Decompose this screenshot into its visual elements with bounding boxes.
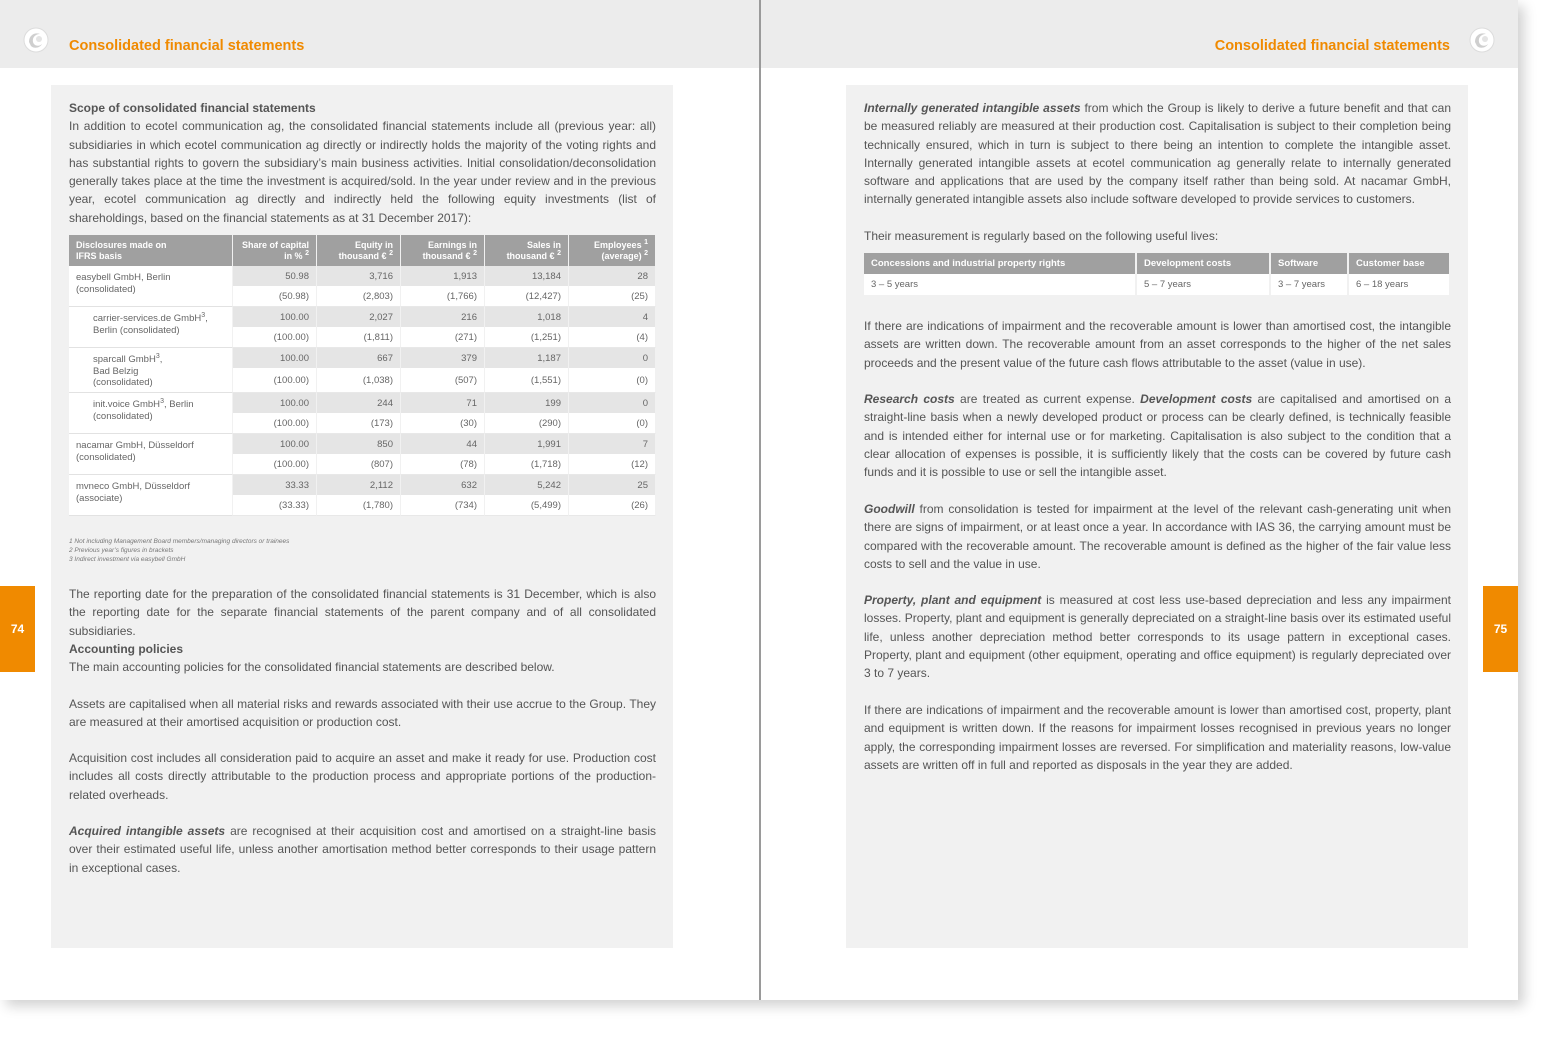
employees-cell: (26) (569, 495, 656, 516)
table-row (69, 475, 656, 495)
earnings-cell: (271) (401, 327, 485, 348)
earnings-cell: 379 (401, 348, 485, 368)
useful-life-cell: 5 – 7 years (1137, 274, 1271, 295)
sales-cell: 5,242 (485, 475, 569, 495)
earnings-cell: 216 (401, 307, 485, 327)
table-row (69, 393, 656, 413)
left-content-box (51, 85, 673, 948)
col-header-customer-base: Customer base (1349, 253, 1451, 274)
acquisition-cost-paragraph: Acquisition cost includes all consideration paid to acquire an asset and make it ready for use. Production cost includes all costs directly attributable to the production process and appropriate portions of the production-related overheads. (69, 751, 656, 802)
company-name-cell: nacamar GmbH, Düsseldorf (consolidated) (69, 434, 233, 475)
equity-cell: 2,027 (317, 307, 401, 327)
footnote: 1 Not including Management Board members/managing directors or trainees (69, 538, 290, 545)
equity-cell: (2,803) (317, 286, 401, 307)
employees-cell: (4) (569, 327, 656, 348)
employees-cell: 0 (569, 393, 656, 413)
equity-cell: 3,716 (317, 266, 401, 286)
useful-life-cell: 3 – 5 years (864, 274, 1137, 295)
useful-life-cell: 6 – 18 years (1349, 274, 1451, 295)
earnings-cell: (734) (401, 495, 485, 516)
table-header-row (69, 235, 656, 266)
col-header-concessions: Concessions and industrial property rights (864, 253, 1137, 274)
header-band (0, 0, 759, 68)
earnings-cell: (78) (401, 454, 485, 475)
col-header-share: Share of capital in % $^2$ (233, 235, 317, 266)
equity-investments-table (69, 235, 656, 516)
company-name-cell: sparcall GmbH$^3$, Bad Belzig (consolidated) (69, 348, 233, 393)
share-cell: (50.98) (233, 286, 317, 307)
sales-cell: (290) (485, 413, 569, 434)
earnings-cell: (30) (401, 413, 485, 434)
employees-cell: 0 (569, 348, 656, 368)
share-cell: 100.00 (233, 393, 317, 413)
footnote: 2 Previous year’s figures in brackets (69, 547, 174, 554)
employees-cell: 7 (569, 434, 656, 454)
sales-cell: (5,499) (485, 495, 569, 516)
employees-cell: (25) (569, 286, 656, 307)
earnings-cell: 1,913 (401, 266, 485, 286)
sales-cell: 1,187 (485, 348, 569, 368)
page-header-title: Consolidated financial statements (1214, 38, 1450, 54)
equity-cell: 244 (317, 393, 401, 413)
earnings-cell: 44 (401, 434, 485, 454)
accounting-policies-title: Accounting policies (69, 642, 184, 656)
acquired-intangible-paragraph: Acquired intangible assets are recognised at their acquisition cost and amortised on a straight-line basis over their estimated useful life, unless another amortisation method better corresponds to their usage pattern in exceptional cases. (69, 824, 657, 875)
equity-cell: 667 (317, 348, 401, 368)
accounting-intro: The main accounting policies for the consolidated financial statements are described below. (69, 660, 555, 675)
sales-cell: (1,718) (485, 454, 569, 475)
page-header-title: Consolidated financial statements (69, 38, 305, 54)
equity-cell: (173) (317, 413, 401, 434)
internal-intangibles-paragraph: Internally generated intangible assets from which the Group is likely to derive a future benefit and that can be measured reliably are measured at their production cost. Capitalisation is subject to their completion being technically ensured, which in turn is subject to there being an intention to complete the intangible asset. Internally generated intangible assets at ecotel communication ag generally relate to internally generated software and applications that are used by the company itself rather than being sold. At nacamar GmbH, internally generated intangible assets also include software developed to provide services to customers. (864, 101, 1451, 207)
sales-cell: 1,991 (485, 434, 569, 454)
employees-cell: 4 (569, 307, 656, 327)
sales-cell: (1,251) (485, 327, 569, 348)
employees-cell: (12) (569, 454, 656, 475)
share-cell: 100.00 (233, 307, 317, 327)
sales-cell: 199 (485, 393, 569, 413)
employees-cell: (0) (569, 368, 656, 393)
right-page (761, 0, 1518, 1000)
accounting-policies-section (69, 640, 656, 877)
equity-cell: 850 (317, 434, 401, 454)
share-cell: (100.00) (233, 413, 317, 434)
table-row (69, 434, 656, 454)
employees-cell: (0) (569, 413, 656, 434)
impairment-ppe-paragraph: If there are indications of impairment and the recoverable amount is lower than amortised cost, property, plant and equipment is written down. If the reasons for impairment losses recognised in previous years no longer apply, the corresponding impairment losses are reversed. For simplification and materiality reasons, low-value assets are written off in full and reported as disposals in the year they are added. (864, 703, 1451, 772)
impairment-intangibles-paragraph: If there are indications of impairment and the recoverable amount is lower than amortised cost, the intangible assets are written down. The recoverable amount from an asset corresponds to the higher of the net sales proceeds and the present value of the future cash flows attributable to the asset (value in use). (864, 319, 1451, 370)
employees-cell: 28 (569, 266, 656, 286)
col-header-equity: Equity in thousand € $^2$ (317, 235, 401, 266)
col-header-sales: Sales in thousand € $^2$ (485, 235, 569, 266)
earnings-cell: 632 (401, 475, 485, 495)
swirl-logo-icon (22, 26, 50, 54)
sales-cell: 1,018 (485, 307, 569, 327)
col-header-employees: Employees $^1$ (average) $^2$ (569, 235, 656, 266)
page-number-tab: 74 (0, 586, 35, 672)
equity-cell: (1,780) (317, 495, 401, 516)
share-cell: (33.33) (233, 495, 317, 516)
company-name-cell: easybell GmbH, Berlin (consolidated) (69, 266, 233, 307)
assets-paragraph: Assets are capitalised when all material risks and rewards associated with their use accrue to the Group. They are measured at their amortised acquisition or production cost. (69, 696, 656, 729)
share-cell: 100.00 (233, 348, 317, 368)
share-cell: (100.00) (233, 454, 317, 475)
earnings-cell: (1,766) (401, 286, 485, 307)
page-number-tab: 75 (1483, 586, 1518, 672)
company-name-cell: init.voice GmbH$^3$, Berlin (consolidated) (69, 393, 233, 434)
company-name-cell: carrier-services.de GmbH$^3$, Berlin (consolidated) (69, 307, 233, 348)
left-page (0, 0, 759, 1000)
table-header-row (864, 253, 1451, 274)
useful-lives-table (864, 253, 1451, 295)
earnings-cell: (507) (401, 368, 485, 393)
sales-cell: (1,551) (485, 368, 569, 393)
company-name-cell: mvneco GmbH, Düsseldorf (associate) (69, 475, 233, 516)
share-cell: 33.33 (233, 475, 317, 495)
equity-cell: 2,112 (317, 475, 401, 495)
col-header-development: Development costs (1137, 253, 1271, 274)
goodwill-paragraph: Goodwill from consolidation is tested for impairment at the level of the relevant cash-generating unit when there are signs of impairment, or at least once a year. In accordance with IAS 36, the carrying amount must be compared with the recoverable amount. The recoverable amount is defined as the higher of the fair value less costs to sell and the value in use. (864, 502, 1451, 571)
table-row (69, 307, 656, 327)
col-header-earnings: Earnings in thousand € $^2$ (401, 235, 485, 266)
research-development-paragraph: Research costs are treated as current expense. Development costs are capitalised and amortised on a straight-line basis when a newly developed product or process can be clearly defined, is technically feasible and is intended either for internal use or for marketing. Capitalisation is also subject to the condition that a clear allocation of expenses is possible, it is sufficiently likely that the costs can be covered by future cash funds and it is possible to use or sell the intangible asset. (864, 392, 1452, 480)
share-cell: (100.00) (233, 327, 317, 348)
header-band (761, 0, 1518, 68)
scope-intro: In addition to ecotel communication ag, the consolidated financial statements include all (previous year: all) subsidiaries in which ecotel communication ag directly or indirectly holds the majority of the voting rights and has substantial rights to govern the subsidiary’s main business activities. Initial consolidation/deconsolidation generally takes place at the time the investment is acquired/sold. In the year under review and in the previous year, ecotel communication ag directly and indirectly held the following equity investments (list of shareholdings, based on the financial statements as at 31 December 2017): (69, 119, 656, 225)
table-row (69, 266, 656, 286)
table-footnotes (69, 537, 289, 564)
reporting-date-paragraph: The reporting date for the preparation of the consolidated financial statements is 31 December, which is also the reporting date for the separate financial statements of the parent company and of all consolidated subsidiaries. (69, 587, 656, 638)
share-cell: 100.00 (233, 434, 317, 454)
footnote: 3 Indirect investment via easybell GmbH (69, 556, 186, 563)
equity-cell: (1,038) (317, 368, 401, 393)
scope-title: Scope of consolidated financial statements (69, 101, 316, 115)
useful-life-cell: 3 – 7 years (1271, 274, 1349, 295)
sales-cell: (12,427) (485, 286, 569, 307)
swirl-logo-icon (1468, 26, 1496, 54)
equity-cell: (807) (317, 454, 401, 475)
sales-cell: 13,184 (485, 266, 569, 286)
scope-section (69, 99, 656, 227)
earnings-cell: 71 (401, 393, 485, 413)
col-header-disclosures: Disclosures made on IFRS basis (69, 235, 233, 266)
equity-cell: (1,811) (317, 327, 401, 348)
employees-cell: 25 (569, 475, 656, 495)
share-cell: 50.98 (233, 266, 317, 286)
table-row (864, 274, 1451, 295)
share-cell: (100.00) (233, 368, 317, 393)
right-content-box (846, 85, 1468, 948)
table-row (69, 348, 656, 368)
useful-lives-intro: Their measurement is regularly based on the following useful lives: (864, 229, 1219, 243)
col-header-software: Software (1271, 253, 1349, 274)
ppe-paragraph: Property, plant and equipment is measured at cost less use-based depreciation and less any impairment losses. Property, plant and equipment is generally depreciated on a straight-line basis over its estimated useful life, unless another depreciation method better corresponds to its usage pattern in exceptional cases. Property, plant and equipment (other equipment, operating and office equipment) is regularly depreciated over 3 to 7 years. (864, 593, 1451, 681)
